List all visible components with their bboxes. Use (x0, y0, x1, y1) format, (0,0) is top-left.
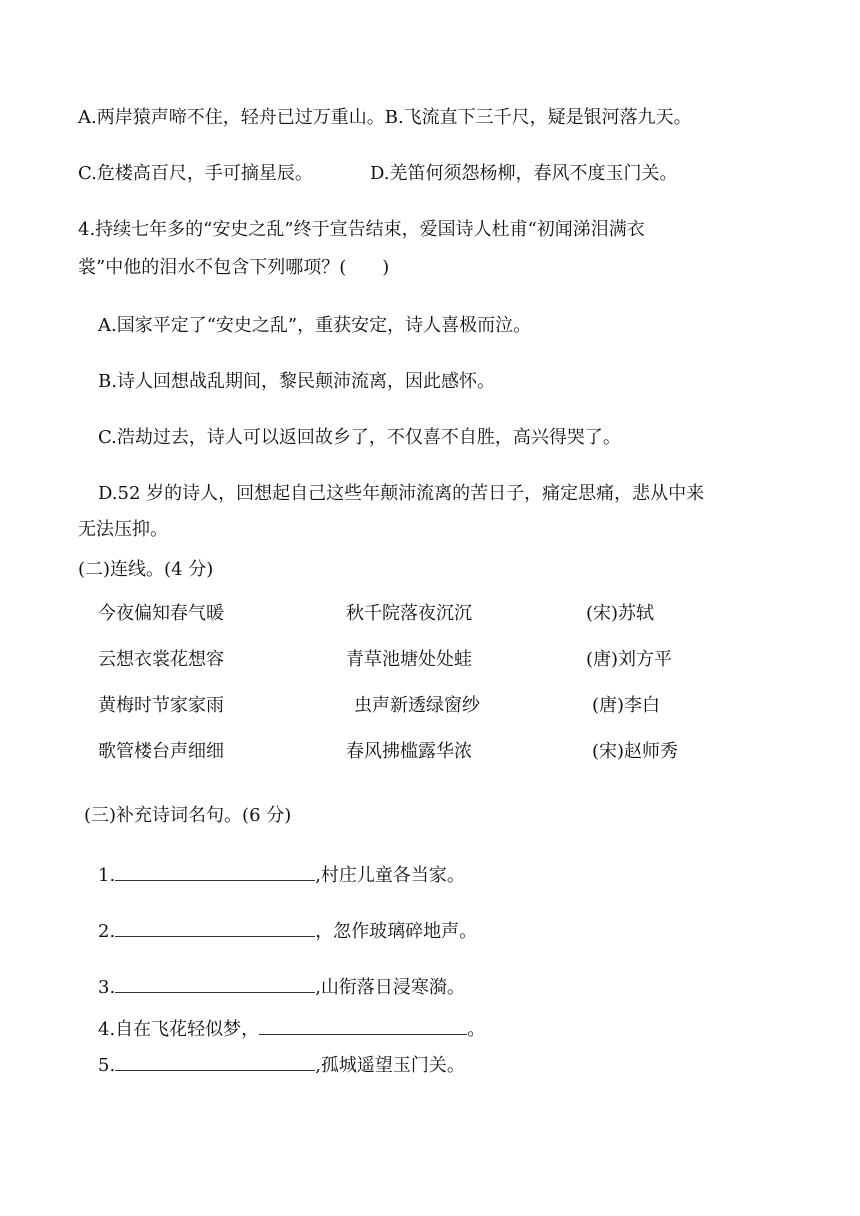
match-author-item: (唐)刘方平 (586, 649, 673, 670)
match-left-item: 今夜偏知春气暖 (98, 603, 224, 624)
answer-blank[interactable] (115, 918, 315, 937)
answer-blank[interactable] (115, 974, 315, 993)
match-left-item: 云想衣裳花想容 (98, 649, 224, 670)
match-middle-item: 秋千院落夜沉沉 (346, 603, 472, 624)
item-prefix: 3. (98, 977, 116, 998)
match-author-item: (唐)李白 (592, 695, 661, 716)
answer-blank[interactable] (259, 1016, 467, 1035)
fill-blank-item (98, 862, 465, 888)
item-suffix: ,孤城遥望玉门关。 (315, 1055, 465, 1076)
match-author-item: (宋)赵师秀 (592, 741, 679, 762)
match-left-item: 歌管楼台声细细 (98, 741, 224, 762)
q4-option-c: C.浩劫过去，诗人可以返回故乡了，不仅喜不自胜，高兴得哭了。 (98, 427, 621, 448)
q3-options-line1: A.两岸猿声啼不住，轻舟已过万重山。B.飞流直下三千尺，疑是银河落九天。 (78, 107, 692, 128)
item-suffix: 。 (467, 1019, 486, 1040)
match-middle-item: 青草池塘处处蛙 (346, 649, 472, 670)
fill-blank-item (98, 1016, 485, 1042)
item-prefix: 1. (98, 865, 116, 886)
q4-stem-line1: 4.持续七年多的“安史之乱”终于宣告结束，爱国诗人杜甫“初闻涕泪满衣 (78, 219, 645, 240)
match-middle-item: 春风拂槛露华浓 (346, 741, 472, 762)
match-left-item: 黄梅时节家家雨 (98, 695, 224, 716)
item-suffix: ，忽作玻璃碎地声。 (315, 921, 478, 942)
fill-blank-item (98, 1052, 465, 1078)
item-suffix: ,村庄儿童各当家。 (315, 865, 465, 886)
fill-blank-item (98, 918, 477, 944)
match-middle-item: 虫声新透绿窗纱 (354, 695, 480, 716)
section2-title: (二)连线。(4 分) (78, 559, 214, 580)
match-author-item: (宋)苏轼 (586, 603, 655, 624)
q3-option-c: C.危楼高百尺，手可摘星辰。 (78, 163, 313, 184)
q4-stem-line2: 裳”中他的泪水不包含下列哪项？( ) (78, 257, 390, 278)
q4-option-d-line1: D.52 岁的诗人，回想起自己这些年颠沛流离的苦日子，痛定思痛，悲从中来 (98, 483, 705, 504)
item-prefix: 5. (98, 1055, 116, 1076)
answer-blank[interactable] (115, 862, 315, 881)
answer-blank[interactable] (115, 1052, 315, 1071)
fill-blank-item (98, 974, 465, 1000)
q4-option-a: A.国家平定了“安史之乱”，重获安定，诗人喜极而泣。 (98, 315, 532, 336)
q4-option-d-line2: 无法压抑。 (78, 519, 168, 540)
q4-option-b: B.诗人回想战乱期间，黎民颠沛流离，因此感怀。 (98, 371, 495, 392)
item-suffix: ,山衔落日浸寒漪。 (315, 977, 465, 998)
q3-option-d: D.羌笛何须怨杨柳，春风不度玉门关。 (370, 163, 678, 184)
item-prefix: 4.自在飞花轻似梦， (98, 1019, 260, 1040)
section3-title: (三)补充诗词名句。(6 分) (84, 805, 292, 826)
item-prefix: 2. (98, 921, 116, 942)
